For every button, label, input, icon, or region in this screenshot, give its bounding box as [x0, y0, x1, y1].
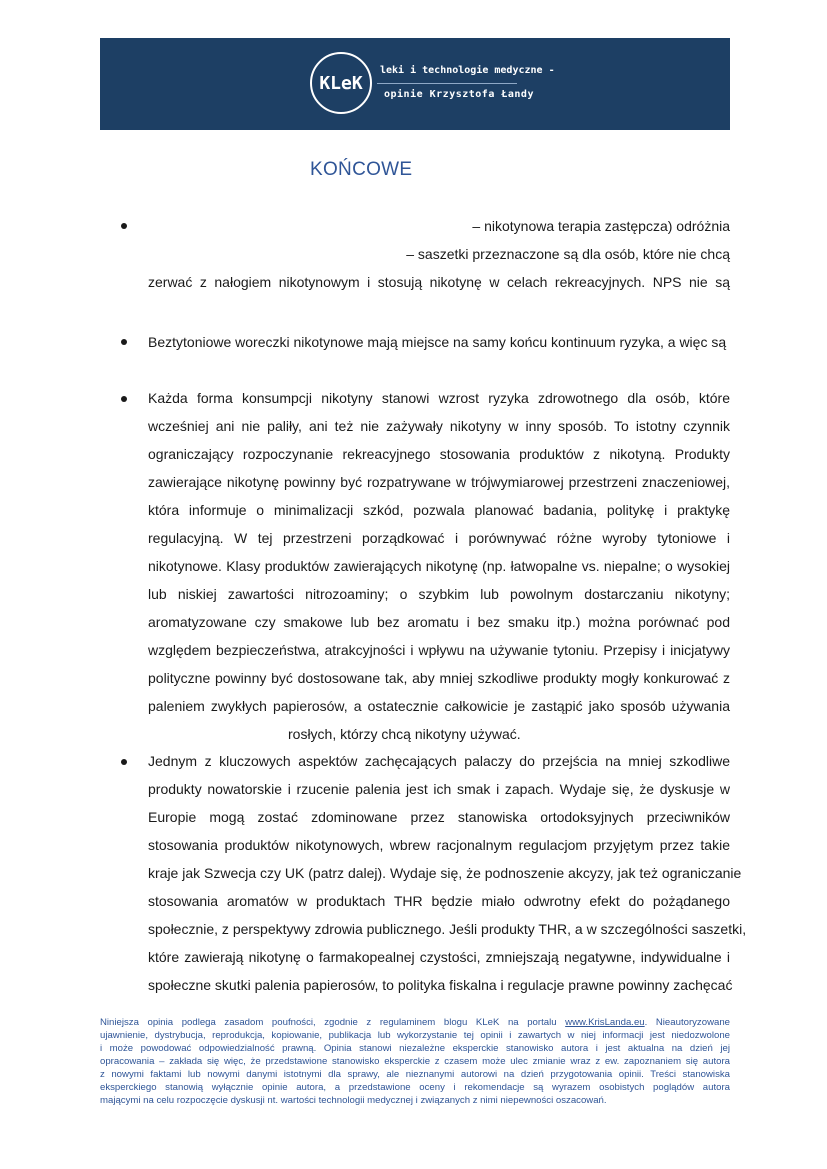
text-line: nikotynowe. Klasy produktów zawierających nikotynę (np. łatwopalne vs. niepalne; o wysokiej: [148, 558, 730, 574]
footer-line: ujawnienie, dystrybucja, reprodukcja, kopiowanie, publikacja lub wykorzystanie tej opinii i zawartych w niej informacji jest niedozwolone: [100, 1030, 730, 1041]
bullet-dot: [121, 223, 127, 229]
footer-line: [100, 1016, 730, 1029]
logo-text: KLeK: [319, 72, 363, 94]
header-tagline-2: opinie Krzysztofa Łandy: [384, 89, 534, 100]
footer-text: . Nieautoryzowane: [644, 1017, 730, 1028]
text-line: zawierające nikotynę powinny być rozpatrywane w trójwymiarowej przestrzeni znaczeniowej,: [148, 474, 730, 490]
text-line: stosowania produktów nikotynowych, wbrew racjonalnym regulacjom przyjętym przez takie: [148, 837, 730, 853]
text-line: ograniczający rozpoczynanie rekreacyjnego stosowania produktów z nikotyną. Produkty: [148, 446, 730, 462]
text-line: Europie mogą zostać zdominowane przez stanowiska ortodoksyjnych przeciwników: [148, 809, 730, 825]
bullet-dot: [121, 339, 127, 345]
portal-link[interactable]: www.KrisLanda.eu: [565, 1017, 645, 1028]
header-tagline-1: leki i technologie medyczne -: [380, 65, 555, 76]
text-line: stosowania aromatów w produktach THR będzie miało odwrotny efekt do pożądanego: [148, 893, 730, 909]
footer-line: mającymi na celu rozpoczęcie dyskusji nt. wartości technologii medycznej i związanych z nimi niepewności oszacowań.: [100, 1095, 607, 1106]
text-line: wcześniej ani nie paliły, ani też nie zażywały nikotyny w inny sposób. To istotny czynnik: [148, 418, 730, 434]
footer-line: opracowania – zakłada się więc, że przedstawione stanowisko eksperckie z czasem może ulec zmianie wraz z ew. zapoznaniem się autora: [100, 1056, 730, 1067]
text-line: rosłych, którzy chcą nikotyny używać.: [288, 726, 521, 742]
footer-line: z nowymi faktami lub nowymi danymi istotnymi dla sprawy, ale nieznanymi autorowi na dzień przygotowania opinii. Treści stanowiska: [100, 1069, 730, 1080]
footer-line: i może powodować odpowiedzialność prawną. Opinia stanowi niezależne eksperckie stanowisko autora i jest aktualna na dzień jej: [100, 1043, 730, 1054]
text-line: lub niskiej zawartości nitrozoaminy; o szybkim lub powolnym dostarczaniu nikotyny;: [148, 586, 730, 602]
header-divider: [377, 83, 517, 84]
text-line: zerwać z nałogiem nikotynowym i stosują nikotynę w celach rekreacyjnych. NPS nie są: [148, 274, 730, 290]
text-line: która informuje o minimalizacji szkód, pozwala planować badania, politykę i praktykę: [148, 502, 730, 518]
text-line: Beztytoniowe woreczki nikotynowe mają miejsce na samy końcu kontinuum ryzyka, a więc są: [148, 334, 727, 350]
text-line: które zawierają nikotynę o farmakopealnej czystości, zmniejszają negatywne, indywidualne i: [148, 949, 730, 965]
header-banner: [100, 38, 730, 130]
text-line: – saszetki przeznaczone są dla osób, które nie chcą: [406, 246, 730, 262]
text-line: polityczne powinny być dostosowane tak, aby mniej szkodliwe produkty mogły konkurować z: [148, 670, 730, 686]
footer-text: Niniejsza opinia podlega zasadom poufności, zgodnie z regulaminem blogu KLeK na portalu: [100, 1017, 557, 1028]
text-line: społeczne skutki palenia papierosów, to polityka fiskalna i regulacje prawne powinny zachęcać: [148, 977, 733, 993]
text-line: względem bezpieczeństwa, atrakcyjności i wpływu na używanie tytoniu. Przepisy i inicjatywy: [148, 642, 730, 658]
text-line: paleniem zwykłych papierosów, a ostatecznie całkowicie je zastąpić jako sposób używania: [148, 698, 730, 714]
text-line: Jednym z kluczowych aspektów zachęcających palaczy do przejścia na mniej szkodliwe: [148, 753, 730, 769]
klek-logo: [310, 52, 372, 114]
bullet-dot: [121, 759, 127, 765]
text-line: kraje jak Szwecja czy UK (patrz dalej). Wydaje się, że podnoszenie akcyzy, jak też ograniczanie: [148, 865, 742, 881]
text-line: społecznie, z perspektywy zdrowia publicznego. Jeśli produkty THR, a w szczególności saszetki,: [148, 921, 747, 937]
text-line: produkty nowatorskie i rzucenie palenia jest ich smak i zapach. Wydaje się, że dyskusje w: [148, 781, 730, 797]
confidentiality-footer: [100, 1016, 730, 1107]
text-line: aromatyzowane czy smakowe lub bez aromatu i bez smaku itp.) można porównać pod: [148, 614, 730, 630]
bullet-dot: [121, 396, 127, 402]
text-line: Każda forma konsumpcji nikotyny stanowi wzrost ryzyka zdrowotnego dla osób, które: [148, 390, 730, 406]
text-line: regulacyjną. W tej przestrzeni porządkować i porównywać różne wyroby tytoniowe i: [148, 530, 730, 546]
section-heading: KOŃCOWE: [310, 159, 413, 180]
text-line: – nikotynowa terapia zastępcza) odróżnia: [472, 218, 730, 234]
footer-line: eksperckiego stanowią wyłącznie opinie autora, a przedstawione oceny i rekomendacje są wyrazem osobistych poglądów autora: [100, 1082, 730, 1093]
